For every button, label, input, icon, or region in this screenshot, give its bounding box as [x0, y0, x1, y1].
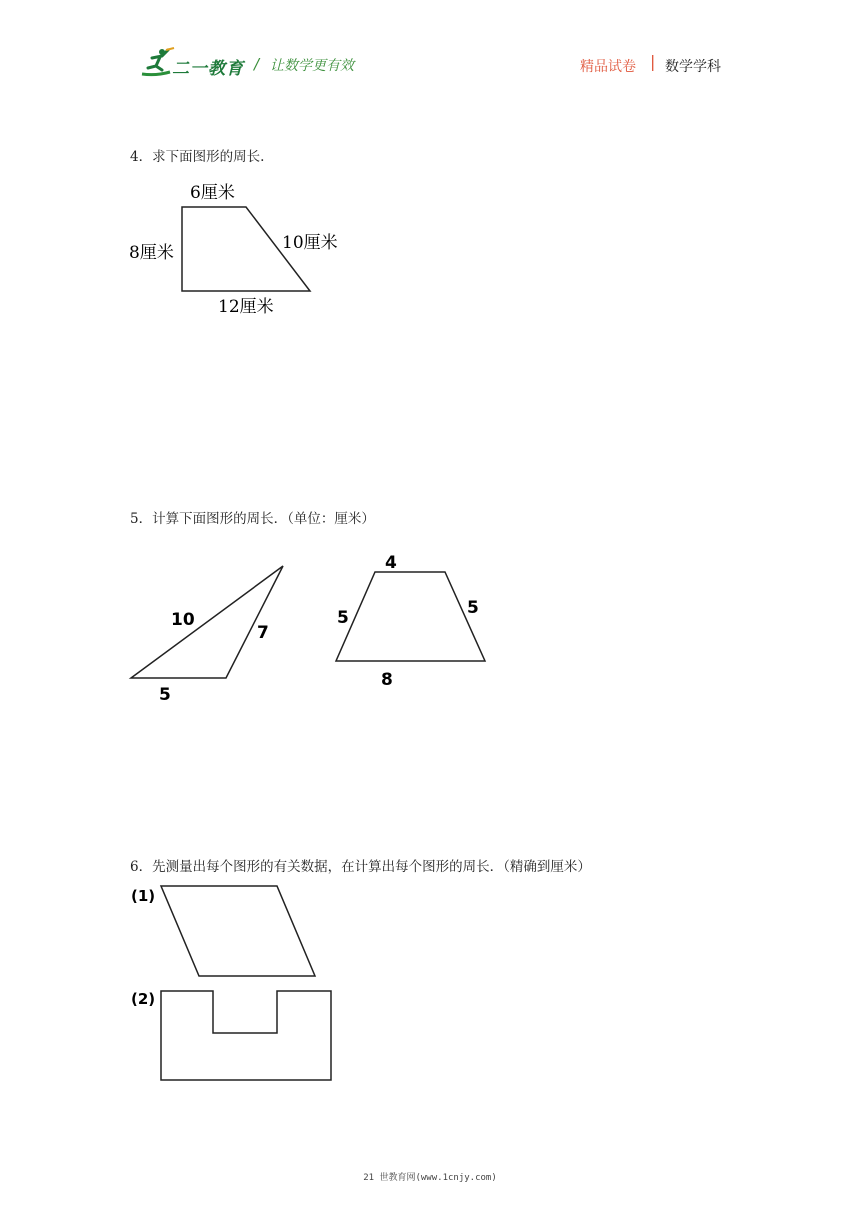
question-4-text: 4．求下面图形的周长. [130, 149, 265, 165]
label-bottom: 12厘米 [218, 297, 274, 317]
question-6-figures [125, 880, 355, 1090]
label-left: 8厘米 [129, 243, 174, 263]
slogan: 让数学更有效 [270, 58, 354, 74]
trapezoid-label-bottom: 8 [381, 670, 393, 690]
trapezoid-label-top: 4 [385, 553, 397, 573]
question-5-figures [125, 545, 505, 715]
triangle-label-bottom: 5 [159, 685, 171, 705]
triangle-label-hyp: 10 [171, 610, 195, 630]
question-4-figure [120, 170, 360, 320]
notched-rectangle-shape [161, 991, 331, 1080]
trapezoid-shape [336, 572, 485, 661]
trapezoid-label-right: 5 [467, 598, 479, 618]
header-separator: | [650, 52, 656, 71]
label-slant: 10厘米 [282, 233, 338, 253]
trapezoid-label-left: 5 [337, 608, 349, 628]
label-top: 6厘米 [190, 183, 235, 203]
page-footer: 21 世教育网(www.1cnjy.com) [363, 1173, 497, 1183]
triangle-label-right: 7 [257, 623, 269, 643]
question-6-text: 6．先测量出每个图形的有关数据，在计算出每个图形的周长．（精确到厘米） [130, 859, 591, 875]
header-badge: 精品试卷 [580, 59, 636, 75]
question-5-text: 5．计算下面图形的周长．（单位：厘米） [130, 511, 375, 527]
logo-text: 二一教育 [172, 59, 244, 79]
parallelogram-shape [161, 886, 315, 976]
triangle-shape [131, 566, 283, 678]
part-1-label: (1) [131, 887, 156, 905]
slogan-separator: / [254, 55, 260, 73]
part-2-label: (2) [131, 990, 156, 1008]
header-subject: 数学学科 [665, 59, 721, 75]
